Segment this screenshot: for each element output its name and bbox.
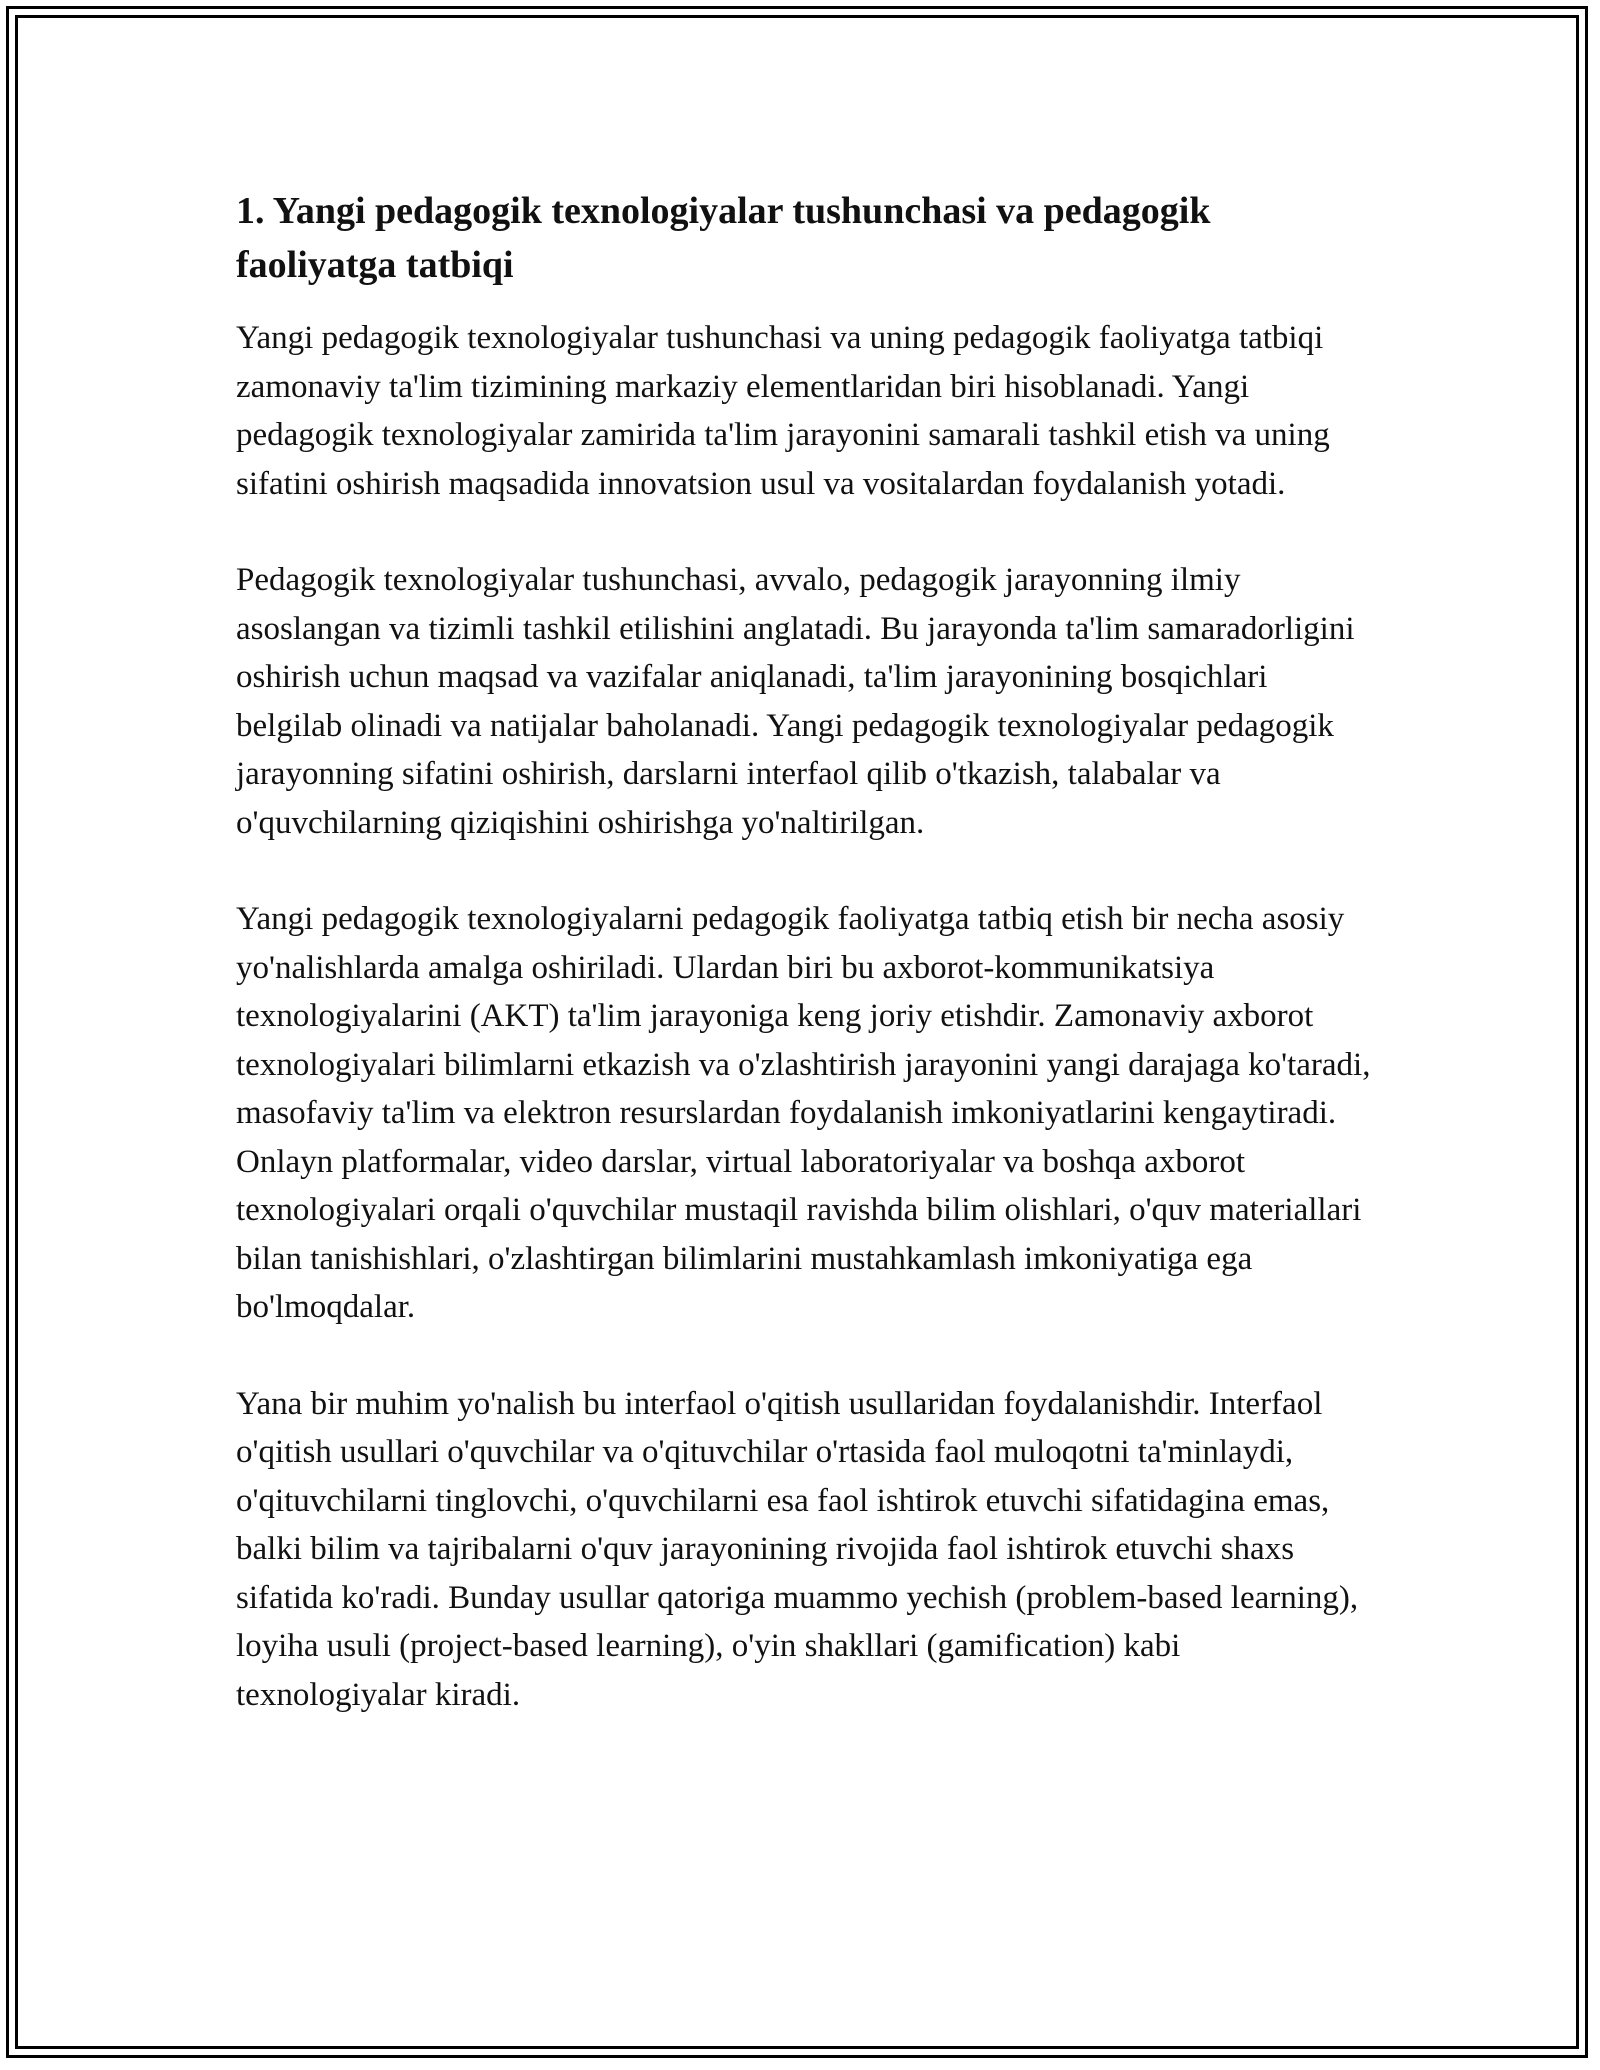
paragraph-2: Pedagogik texnologiyalar tushunchasi, avvalo, pedagogik jarayonning ilmiy asoslangan va tizimli tashkil etilishini anglatadi. Bu jarayonda ta'lim samaradorligini oshirish uchun maqsad va vazifalar aniqlanadi, ta'lim jarayonining bosqichlari belgilab olinadi va natijalar baholanadi. Yangi pedagogik texnologiyalar pedagogik jarayonning sifatini oshirish, darslarni interfaol qilib o'tkazish, talabalar va o'quvchilarning qiziqishini oshirishga yo'naltirilgan. [236, 562, 1355, 841]
paragraph-4: Yana bir muhim yo'nalish bu interfaol o'qitish usullaridan foydalanishdir. Interfaol o'qitish usullari o'quvchilar va o'qituvchilar o'rtasida faol muloqotni ta'minlaydi, o'qituvchilarni tinglovchi, o'quvchilarni esa faol ishtirok etuvchi sifatidagina emas, balki bilim va tajribalarni o'quv jarayonining rivojida faol ishtirok etuvchi shaxs sifatida ko'radi. Bunday usullar qatoriga muammo yechish (problem-based learning), loyiha usuli (project-based learning), o'yin shakllari (gamification) kabi texnologiyalar kiradi. [236, 1385, 1359, 1713]
document-title: 1. Yangi pedagogik texnologiyalar tushunchasi va pedagogik faoliyatga tatbiqi [236, 190, 1211, 286]
document-body [236, 184, 1376, 1767]
paragraph-1: Yangi pedagogik texnologiyalar tushunchasi va uning pedagogik faoliyatga tatbiqi zamonaviy ta'lim tizimining markaziy elementlaridan biri hisoblanadi. Yangi pedagogik texnologiyalar zamirida ta'lim jarayonini samarali tashkil etish va uning sifatini oshirish maqsadida innovatsion usul va vositalardan foydalanish yotadi. [236, 320, 1330, 502]
paragraph-3: Yangi pedagogik texnologiyalarni pedagogik faoliyatga tatbiq etish bir necha asosiy yo'nalishlarda amalga oshiriladi. Ulardan biri bu axborot-kommunikatsiya texnologiyalarini (AKT) ta'lim jarayoniga keng joriy etishdir. Zamonaviy axborot texnologiyalari bilimlarni etkazish va o'zlashtirish jarayonini yangi darajaga ko'taradi, masofaviy ta'lim va elektron resurslardan foydalanish imkoniyatlarini kengaytiradi. Onlayn platformalar, video darslar, virtual laboratoriyalar va boshqa axborot texnologiyalari orqali o'quvchilar mustaqil ravishda bilim olishlari, o'quv materiallari bilan tanishishlari, o'zlashtirgan bilimlarini mustahkamlash imkoniyatiga ega bo'lmoqdalar. [236, 901, 1371, 1325]
